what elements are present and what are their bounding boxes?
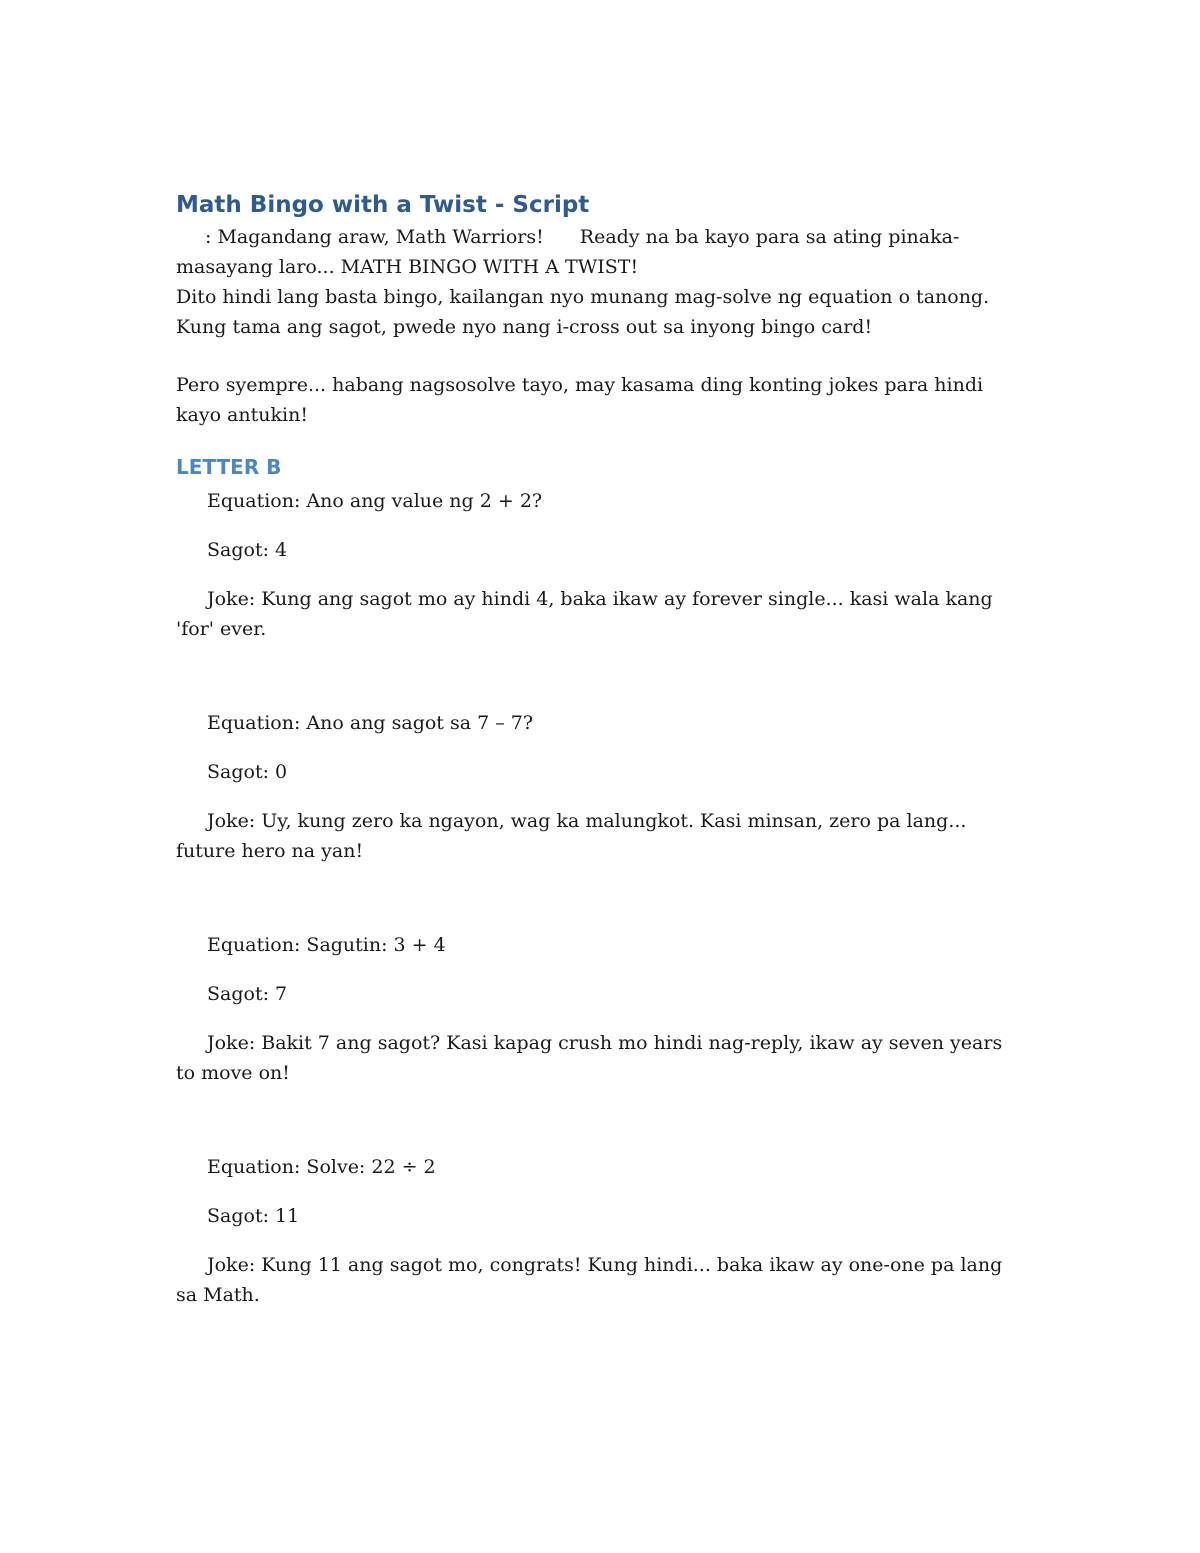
answer-text: Sagot: 4: [207, 539, 288, 561]
answer-text: Sagot: 11: [207, 1205, 300, 1227]
joke-text: Joke: Bakit 7 ang sagot? Kasi kapag crush mo hindi nag-reply, ikaw ay seven years to move on!: [176, 1032, 1003, 1084]
equation-text: Equation: Sagutin: 3 + 4: [207, 934, 446, 956]
joke-text: Joke: Kung 11 ang sagot mo, congrats! Kung hindi... baka ikaw ay one-one pa lang sa Math.: [176, 1254, 1003, 1306]
question-block: [176, 1152, 1026, 1310]
question-block: [176, 708, 1026, 866]
intro-jokes-note: Pero syempre... habang nagsosolve tayo, may kasama ding konting jokes para hindi kayo antukin!: [176, 374, 984, 426]
equation-text: Equation: Ano ang sagot sa 7 – 7?: [207, 712, 534, 734]
question-block: [176, 486, 1026, 644]
joke-text: Joke: Uy, kung zero ka ngayon, wag ka malungkot. Kasi minsan, zero pa lang... future hero na yan!: [176, 810, 967, 862]
document-title: Math Bingo with a Twist - Script: [176, 192, 590, 218]
equation-text: Equation: Solve: 22 ÷ 2: [207, 1156, 436, 1178]
joke-text: Joke: Kung ang sagot mo ay hindi 4, baka ikaw ay forever single... kasi wala kang 'for' ever.: [176, 588, 993, 640]
section-heading-letter-b: LETTER B: [176, 455, 282, 479]
intro-greeting: [176, 222, 1026, 282]
equation-text: Equation: Ano ang value ng 2 + 2?: [207, 490, 543, 512]
answer-text: Sagot: 0: [207, 761, 288, 783]
document-body: [176, 190, 1026, 1310]
intro-instructions: Dito hindi lang basta bingo, kailangan nyo munang mag-solve ng equation o tanong. Kung tama ang sagot, pwede nyo nang i-cross out sa inyong bingo card!: [176, 286, 990, 338]
intro-greeting-suffix: Ready na ba kayo para sa ating pinaka-masayang laro... MATH BINGO WITH A TWIST!: [176, 226, 960, 278]
intro-greeting-prefix: : Magandang araw, Math Warriors!: [205, 226, 544, 248]
answer-text: Sagot: 7: [207, 983, 288, 1005]
question-block: [176, 930, 1026, 1088]
